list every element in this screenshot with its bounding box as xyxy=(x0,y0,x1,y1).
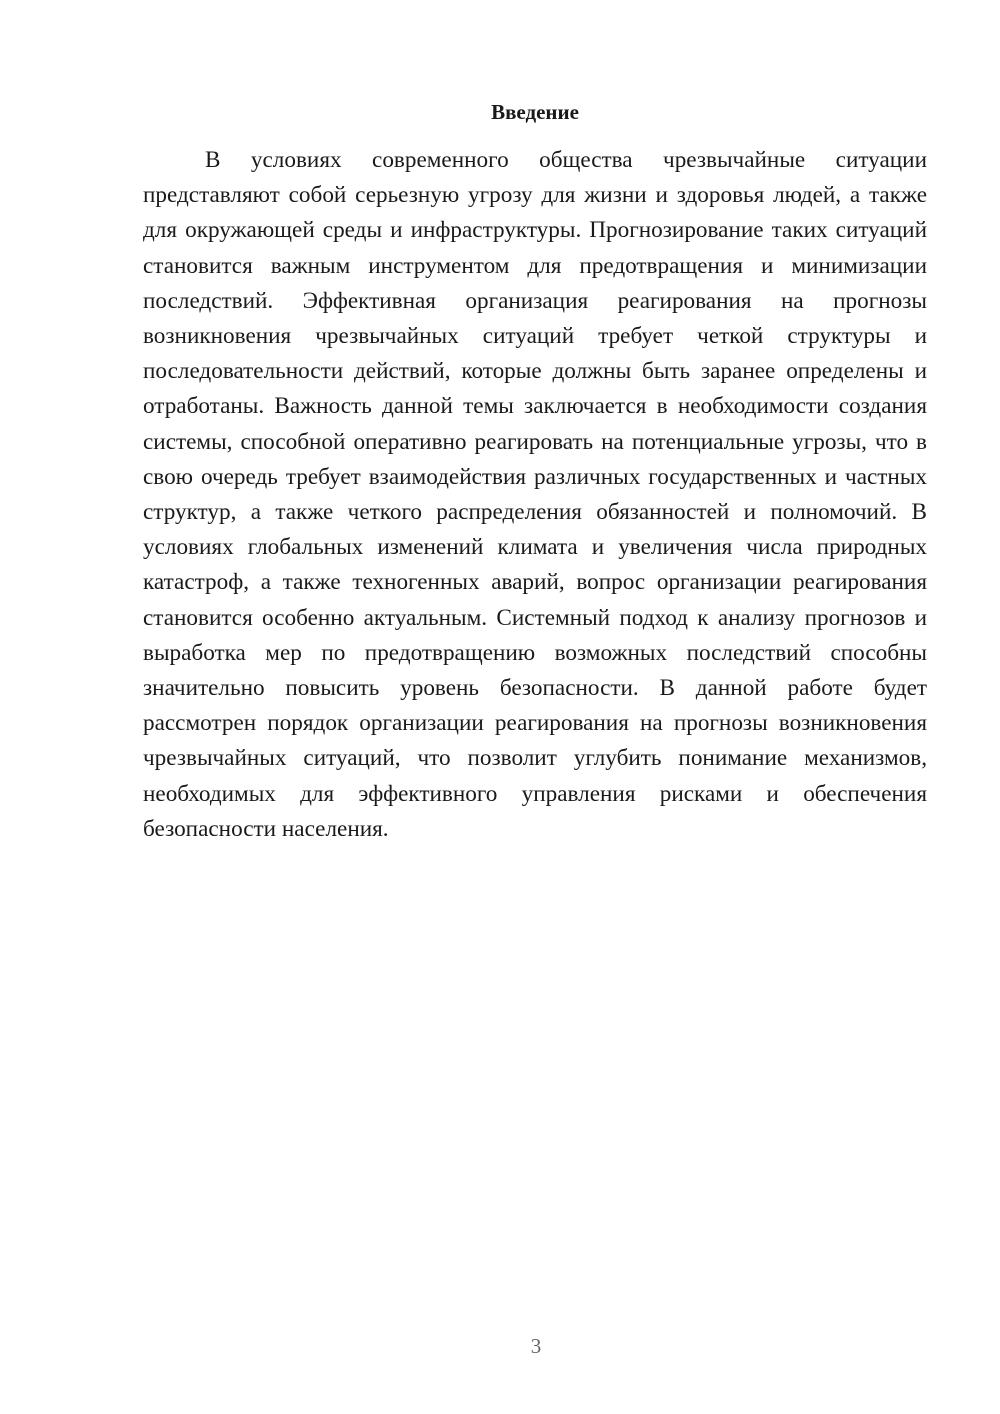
introduction-paragraph: В условиях современного общества чрезвычайные ситуации представляют собой серьезную угрозу для жизни и здоровья людей, а также для окружающей среды и инфраструктуры. Прогнозирование таких ситуаций становится важным инструментом для предотвращения и минимизации последствий. Эффективная организация реагирования на прогнозы возникновения чрезвычайных ситуаций требует четкой структуры и последовательности действий, которые должны быть заранее определены и отработаны. Важность данной темы заключается в необходимости создания системы, способной оперативно реагировать на потенциальные угрозы, что в свою очередь требует взаимодействия различных государственных и частных структур, а также четкого распределения обязанностей и полномочий. В условиях глобальных изменений климата и увеличения числа природных катастроф, а также техногенных аварий, вопрос организации реагирования становится особенно актуальным. Системный подход к анализу прогнозов и выработка мер по предотвращению возможных последствий способны значительно повысить уровень безопасности. В данной работе будет рассмотрен порядок организации реагирования на прогнозы возникновения чрезвычайных ситуаций, что позволит углубить понимание механизмов, необходимых для эффективного управления рисками и обеспечения безопасности населения. xyxy=(143,147,927,842)
section-heading: Введение xyxy=(491,100,579,124)
page-number: 3 xyxy=(530,1334,542,1358)
